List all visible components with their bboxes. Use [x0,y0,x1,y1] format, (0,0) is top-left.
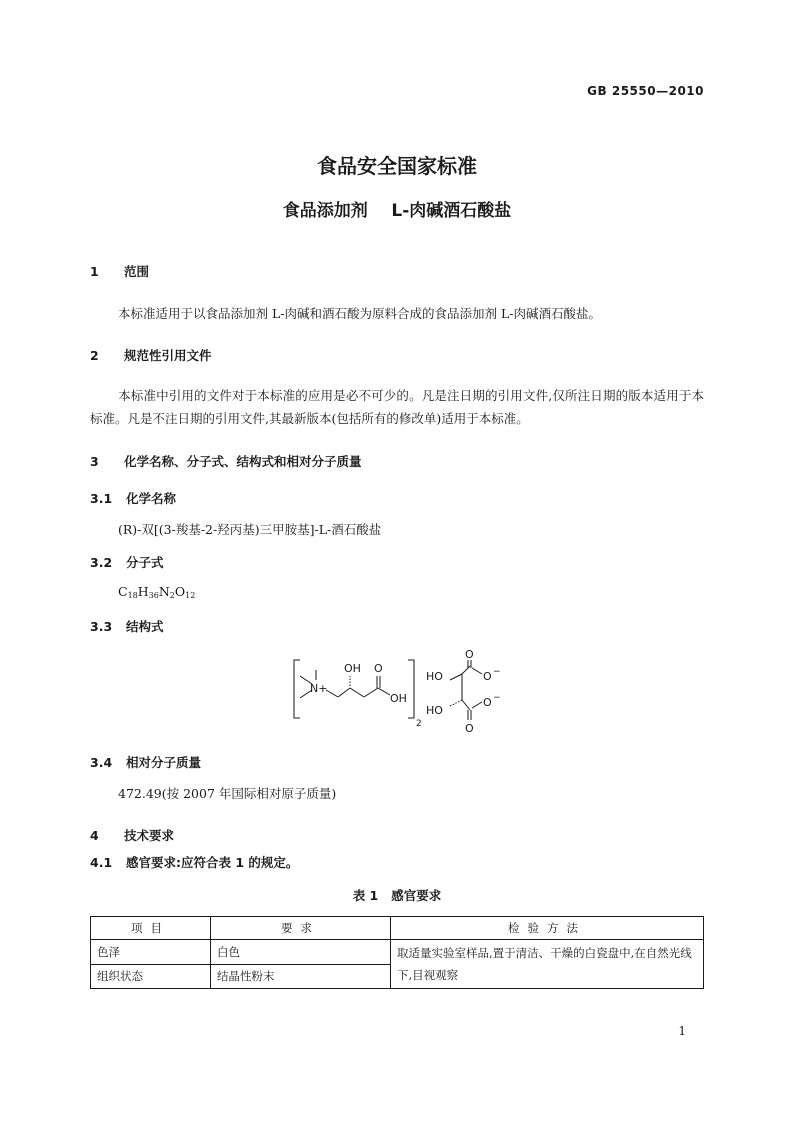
column-header: 检验方法 [391,917,704,940]
page-subtitle: 食品添加剂 L-肉碱酒石酸盐 [282,201,512,221]
ho-label: HO [426,704,443,717]
oh-acid-label: OH [390,692,407,705]
section-3-heading [90,452,362,470]
minus-sign: − [493,693,501,703]
section-title: 感官要求:应符合表 1 的规定。 [126,855,299,870]
table-cell-item: 色泽 [91,940,211,965]
table-caption: 表 1 感官要求 [352,888,442,903]
table-cell-method: 取适量实验室样品,置于清洁、干燥的白瓷盘中,在自然光线下,目视观察 [391,940,704,989]
page-number: 1 [678,1024,686,1038]
table-header-row [91,917,704,940]
section-number: 4.1 [90,855,113,870]
section-1-heading [90,262,149,280]
section-number: 3.3 [90,619,113,634]
minus-sign: − [493,667,501,677]
n-plus-label: N+ [310,682,328,695]
formula-subscript: 18 [127,591,138,600]
section-title: 技术要求 [124,828,175,843]
section-3-4-heading [90,753,201,771]
o-minus-label: O [483,696,492,709]
column-header: 要求 [211,917,391,940]
o-label: O [465,722,474,735]
section-number: 3.2 [90,555,113,570]
table-cell-requirement: 白色 [211,940,391,965]
table-cell-item: 组织状态 [91,964,211,989]
section-title: 化学名称、分子式、结构式和相对分子质量 [124,454,362,469]
section-title: 相对分子质量 [126,755,202,770]
section-4-heading [90,826,174,844]
section-title: 分子式 [126,555,164,570]
section-2-body [90,384,704,430]
o-label: O [465,650,474,661]
section-number: 3.1 [90,491,113,506]
structural-formula [290,650,520,740]
section-3-2-heading [90,553,164,571]
formula-element: C [118,584,128,599]
section-3-3-heading [90,617,164,635]
left-bracket [294,660,300,718]
section-3-1-heading [90,489,176,507]
section-number: 4 [90,828,99,843]
section-number: 3 [90,454,99,469]
section-number: 2 [90,348,99,363]
table-cell-requirement: 结晶性粉末 [211,964,391,989]
formula-element: H [137,584,149,599]
formula-element: N [158,584,170,599]
section-title: 规范性引用文件 [124,348,212,363]
column-header: 项目 [91,917,211,940]
paragraph-text: 本标准适用于以食品添加剂 L-肉碱和酒石酸为原料合成的食品添加剂 L-肉碱酒石酸盐。 [118,306,601,321]
formula-subscript: 36 [148,591,159,600]
o-minus-label: O [483,670,492,683]
section-number: 1 [90,264,99,279]
section-title: 范围 [124,264,150,279]
formula-subscript: 2 [169,591,175,600]
formula-subscript: 12 [185,591,196,600]
section-1-body [90,302,704,325]
chemical-name: (R)-双[(3-羧基-2-羟丙基)三甲胺基]-L-酒石酸盐 [118,522,382,537]
section-4-1-heading [90,853,298,871]
paragraph-text: 本标准中引用的文件对于本标准的应用是必不可少的。凡是注日期的引用文件,仅所注日期的版本适用于本标准。凡是不注日期的引用文件,其最新版本(包括所有的修改单)适用于本标准。 [90,388,704,426]
sensory-requirements-table [90,916,704,989]
molecular-weight: 472.49(按 2007 年国际相对原子质量) [118,786,337,801]
section-title: 结构式 [126,619,164,634]
table-row [91,940,704,965]
section-title: 化学名称 [126,491,177,506]
section-number: 3.4 [90,755,113,770]
section-2-heading [90,346,212,364]
ho-label: HO [426,670,443,683]
right-bracket [408,660,414,718]
subscript-2: 2 [416,719,422,729]
o-label: O [374,662,383,675]
standard-code: GB 25550—2010 [587,84,704,98]
oh-label: OH [344,662,361,675]
page-title: 食品安全国家标准 [317,154,477,178]
formula-element: O [174,584,186,599]
molecular-formula [118,584,195,600]
